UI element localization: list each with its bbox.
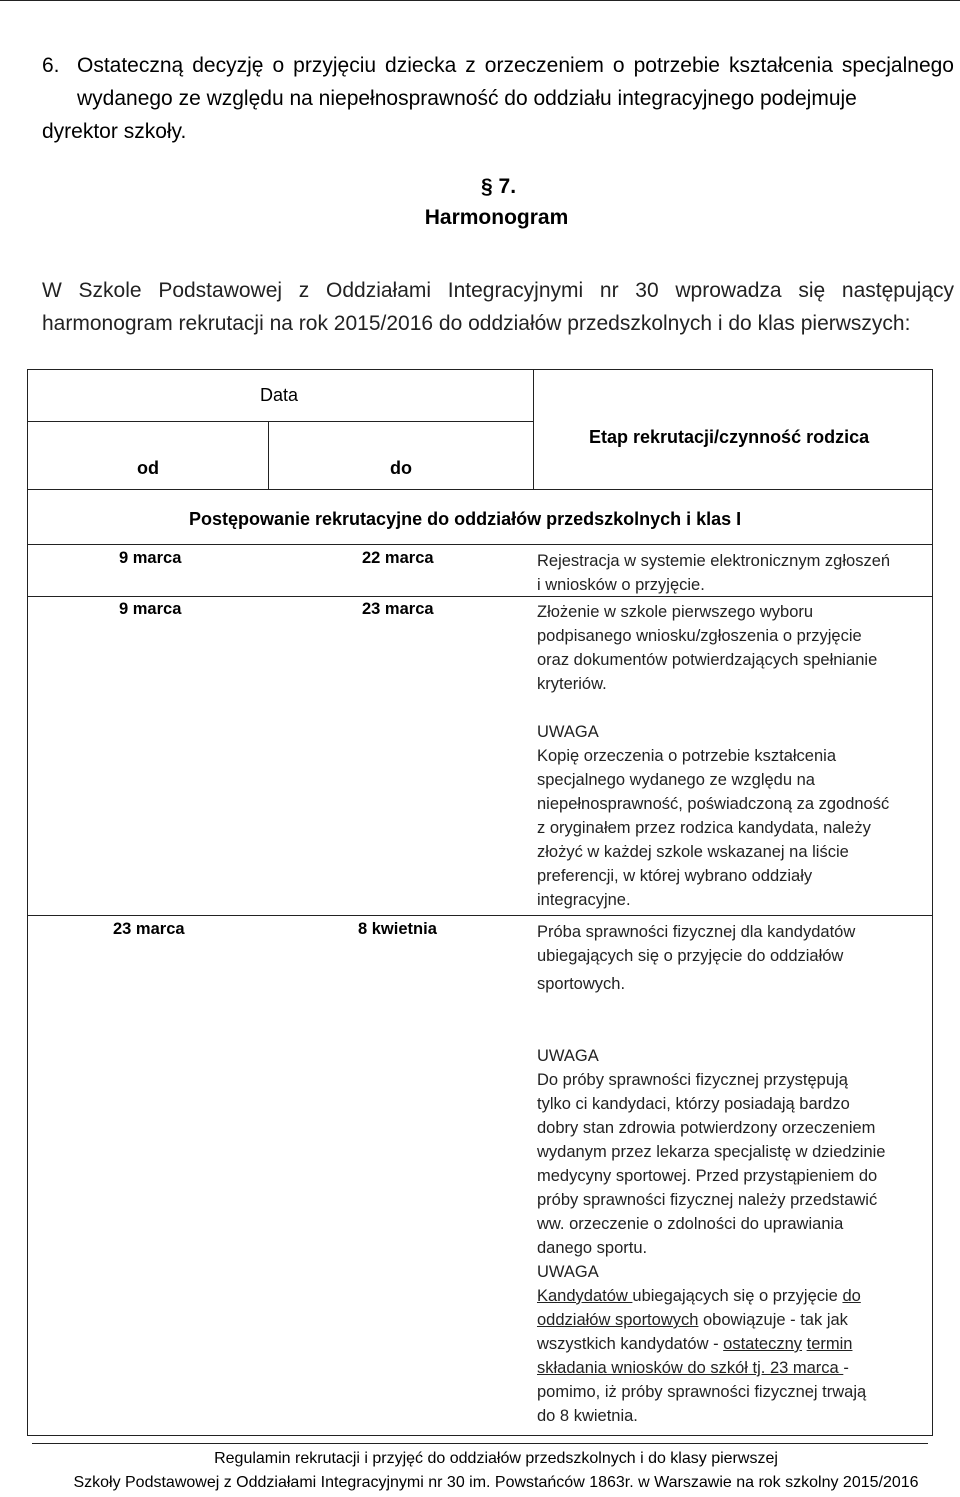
grid-line [533, 370, 534, 489]
section-title: Harmonogram [424, 206, 569, 229]
grid-line [268, 421, 269, 489]
row1-od: 9 marca [119, 549, 182, 567]
subheader: Postępowanie rekrutacyjne do oddziałów przedszkolnych i klas I [189, 509, 742, 529]
row2-od: 9 marca [119, 600, 182, 618]
grid-line [28, 544, 932, 545]
row3-od: 23 marca [113, 920, 185, 938]
row1-description: Rejestracja w systemie elektronicznym zgłoszeń i wniosków o przyjęcie. [537, 552, 891, 594]
paragraph-number: 6. [42, 54, 60, 77]
note-line: pomimo, iż próby sprawności fizycznej trwają [537, 1383, 867, 1401]
header-data: Data [260, 385, 299, 405]
note-line: wszystkich kandydatów - ostateczny termin [537, 1335, 853, 1353]
grid-line [28, 489, 932, 490]
footer-line-1: Regulamin rekrutacji i przyjęć do oddziałów przedszkolnych i do klasy pierwszej [214, 1450, 778, 1467]
note-line: oddziałów sportowych obowiązuje - tak jak [537, 1311, 848, 1329]
note-line: do 8 kwietnia. [537, 1407, 638, 1425]
header-etap: Etap rekrutacji/czynność rodzica [589, 427, 870, 447]
section-number: § 7. [481, 175, 517, 198]
row1-do: 22 marca [362, 549, 434, 567]
row2-do: 23 marca [362, 600, 434, 618]
note-title: UWAGA [537, 723, 599, 741]
paragraph-6 [42, 49, 954, 148]
note-line: Kandydatów ubiegających się o przyjęcie do [537, 1287, 861, 1305]
note-title: UWAGA [537, 1263, 599, 1281]
footer-rule [32, 1443, 928, 1444]
row3-do: 8 kwietnia [358, 920, 437, 938]
grid-line [28, 421, 534, 422]
intro-line: W Szkole Podstawowej z Oddziałami Integracyjnymi nr 30 wprowadza się następujący [42, 279, 954, 302]
row3-description: Próba sprawności fizycznej dla kandydatów ubiegających się o przyjęcie do oddziałów sportowych. UWAGA Do próby sprawności fizycznej przystępują tylko ci kandydaci, którzy posiadają bardzo dobry stan zdrowia potwierdzony orzeczeniem wydanym przez lekarza specjalistę w dziedzinie medycyny sportowej. Przed przystąpieniem do próby sprawności fizycznej należy przedstawić ww. orzeczenie o zdolności do uprawiania danego sportu. UWAGA Kandydatów ubiegających się o przyjęcie do oddziałów sportowych obowiązuje - tak jak wszystkich kandydatów - ostateczny termin składania wniosków do szkół tj. 23 marca - pomimo, iż próby sprawności fizycznej trwają do 8 kwietnia. [537, 920, 929, 1428]
note-line: składania wniosków do szkół tj. 23 marca - [537, 1359, 849, 1377]
schedule-table [27, 369, 933, 1436]
header-do: do [390, 458, 412, 478]
intro-paragraph [42, 274, 954, 340]
top-rule [0, 0, 960, 1]
grid-line [28, 596, 932, 597]
paragraph-text: Ostateczną decyzję o przyjęciu dziecka z orzeczeniem o potrzebie kształcenia specjalnego wydanego ze względu na niepełnosprawność do oddziału integracyjnego podejmuje dyrektor szkoły. [42, 54, 954, 143]
intro-line: harmonogram rekrutacji na rok 2015/2016 do oddziałów przedszkolnych i do klas pierwszych: [42, 312, 911, 335]
row2-description: Złożenie w szkole pierwszego wyboru podpisanego wniosku/zgłoszenia o przyjęcie oraz dokumentów potwierdzających spełnianie kryteriów. UWAGA Kopię orzeczenia o potrzebie kształcenia specjalnego wydanego ze względu na niepełnosprawność, poświadczoną za zgodność z oryginałem przez rodzica kandydata, należy złożyć w każdej szkole wskazanej na liście preferencji, w której wybrano oddziały integracyjne. [537, 600, 929, 912]
header-od: od [137, 458, 159, 478]
note-title: UWAGA [537, 1047, 599, 1065]
footer-line-2: Szkoły Podstawowej z Oddziałami Integracyjnymi nr 30 im. Powstańców 1863r. w Warszawie na rok szkolny 2015/2016 [73, 1474, 919, 1491]
grid-line [28, 915, 932, 916]
